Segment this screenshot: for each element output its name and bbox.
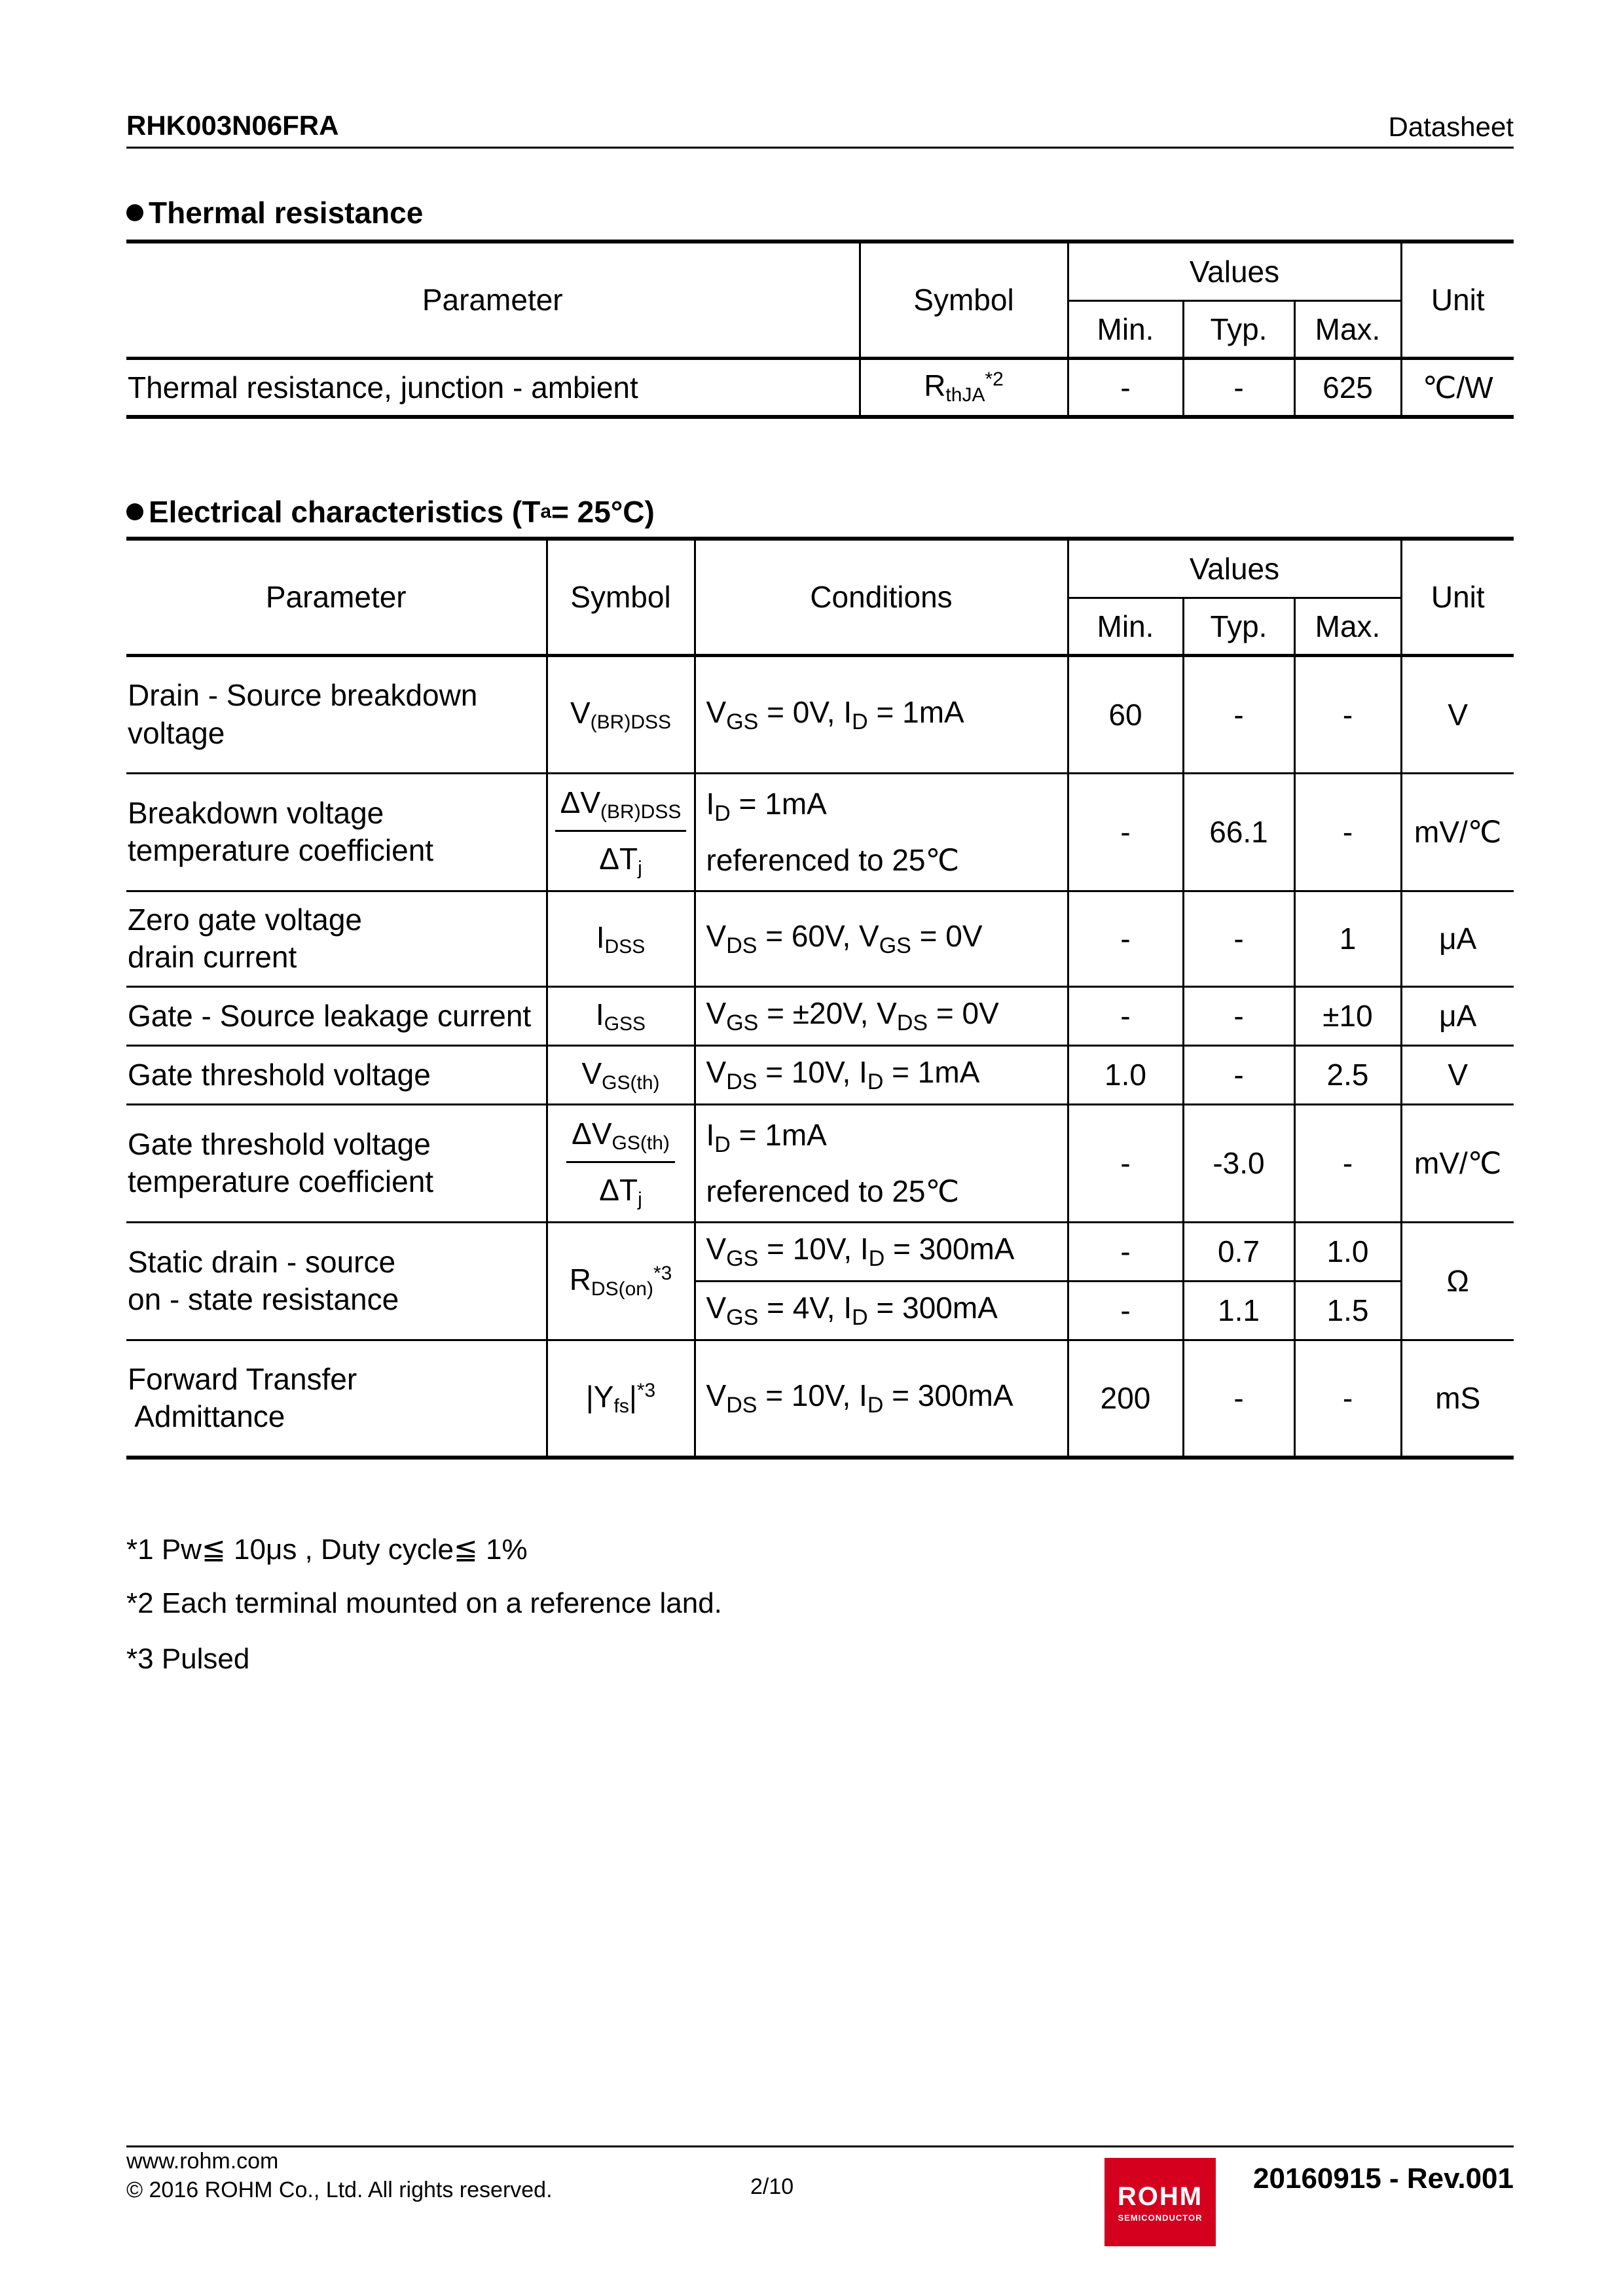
header-symbol: Symbol xyxy=(860,242,1068,358)
typ-cell: 1.1 xyxy=(1183,1281,1294,1340)
thermal-max: 625 xyxy=(1294,358,1401,417)
footnote: *3 Pulsed xyxy=(126,1643,250,1675)
min-cell: - xyxy=(1068,891,1183,986)
document-type: Datasheet xyxy=(1388,111,1514,142)
part-number: RHK003N06FRA xyxy=(126,110,339,141)
conditions-cell: $V_{GS} = 10V$, $I_D = 300mA$ xyxy=(695,1222,1068,1281)
unit-cell: mV/℃ xyxy=(1401,1104,1514,1222)
thermal-symbol: $R_{thJA}^{*2}$ xyxy=(860,358,1068,417)
footer-url[interactable]: www.rohm.com xyxy=(126,2149,279,2174)
electrical-characteristics-table xyxy=(126,537,1514,1460)
revision-label: 20160915 - Rev.001 xyxy=(1253,2162,1514,2195)
conditions-cell: $I_D = 1mA$ referenced to 25℃ xyxy=(695,773,1068,891)
header-unit: Unit xyxy=(1401,242,1514,358)
param-cell: Gate threshold voltage temperature coefficient xyxy=(126,1104,547,1222)
conditions-cell: $I_D = 1mA$ referenced to 25℃ xyxy=(695,1104,1068,1222)
symbol-cell: $I_{DSS}$ xyxy=(547,891,695,986)
header-parameter: Parameter xyxy=(126,539,547,655)
bullet-icon xyxy=(126,204,143,221)
symbol-fraction: $\frac{\Delta V_{GS(th)}}{\Delta T_j}$ xyxy=(566,1116,675,1211)
header-values: Values xyxy=(1068,539,1401,598)
max-cell: 2.5 xyxy=(1294,1045,1401,1104)
unit-cell: μA xyxy=(1401,986,1514,1045)
footnote: *2 Each terminal mounted on a reference land. xyxy=(126,1587,722,1619)
conditions-cell: $V_{GS} = 0V$, $I_D = 1mA$ xyxy=(695,655,1068,773)
header-conditions: Conditions xyxy=(695,539,1068,655)
header-min: Min. xyxy=(1068,598,1183,655)
footer-divider xyxy=(126,2145,1514,2147)
max-cell: - xyxy=(1294,773,1401,891)
symbol-cell: $V_{GS(th)}$ xyxy=(547,1045,695,1104)
electrical-section-title: Electrical characteristics (T a = 25°C) xyxy=(126,494,655,529)
thermal-typ: - xyxy=(1183,358,1294,417)
header-divider xyxy=(126,147,1514,149)
param-cell: Zero gate voltage drain current xyxy=(126,891,547,986)
typ-cell: - xyxy=(1183,986,1294,1045)
table-row xyxy=(126,655,1514,773)
unit-cell: V xyxy=(1401,1045,1514,1104)
header-max: Max. xyxy=(1294,598,1401,655)
min-cell: 1.0 xyxy=(1068,1045,1183,1104)
typ-cell: - xyxy=(1183,655,1294,773)
min-cell: - xyxy=(1068,1222,1183,1281)
header-unit: Unit xyxy=(1401,539,1514,655)
conditions-cell: $V_{GS} = 4V$, $I_D = 300mA$ xyxy=(695,1281,1068,1340)
thermal-unit: ℃/W xyxy=(1401,358,1514,417)
symbol-cell xyxy=(547,773,695,891)
max-cell: 1 xyxy=(1294,891,1401,986)
table-row xyxy=(126,986,1514,1045)
unit-cell: V xyxy=(1401,655,1514,773)
max-cell: - xyxy=(1294,1340,1401,1458)
thermal-title-text: Thermal resistance xyxy=(149,196,424,230)
header-max: Max. xyxy=(1294,300,1401,358)
param-cell: Gate threshold voltage xyxy=(126,1045,547,1104)
typ-cell: - xyxy=(1183,1045,1294,1104)
max-cell: - xyxy=(1294,655,1401,773)
header-symbol: Symbol xyxy=(547,539,695,655)
typ-cell: 0.7 xyxy=(1183,1222,1294,1281)
thermal-parameter: Thermal resistance, junction - ambient xyxy=(126,358,860,417)
symbol-cell: $I_{GSS}$ xyxy=(547,986,695,1045)
min-cell: - xyxy=(1068,1104,1183,1222)
unit-cell: mS xyxy=(1401,1340,1514,1458)
header-parameter: Parameter xyxy=(126,242,860,358)
table-row xyxy=(126,891,1514,986)
min-cell: - xyxy=(1068,773,1183,891)
unit-cell: μA xyxy=(1401,891,1514,986)
table-row xyxy=(126,773,1514,891)
thermal-resistance-table xyxy=(126,240,1514,419)
conditions-cell: $V_{GS} = \pm 20V$, $V_{DS} = 0V$ xyxy=(695,986,1068,1045)
max-cell: ±10 xyxy=(1294,986,1401,1045)
header-typ: Typ. xyxy=(1183,598,1294,655)
param-cell: Gate - Source leakage current xyxy=(126,986,547,1045)
table-row xyxy=(126,1340,1514,1458)
min-cell: 60 xyxy=(1068,655,1183,773)
bullet-icon xyxy=(126,503,143,520)
symbol-cell: $V_{(BR)DSS}$ xyxy=(547,655,695,773)
table-row xyxy=(126,1222,1514,1281)
header-min: Min. xyxy=(1068,300,1183,358)
header-typ: Typ. xyxy=(1183,300,1294,358)
max-cell: 1.0 xyxy=(1294,1222,1401,1281)
max-cell: 1.5 xyxy=(1294,1281,1401,1340)
typ-cell: - xyxy=(1183,1340,1294,1458)
param-cell: Breakdown voltage temperature coefficient xyxy=(126,773,547,891)
footer-copyright: © 2016 ROHM Co., Ltd. All rights reserved. xyxy=(126,2178,553,2202)
table-row xyxy=(126,1045,1514,1104)
unit-cell: mV/℃ xyxy=(1401,773,1514,891)
thermal-min: - xyxy=(1068,358,1183,417)
page-number: 2/10 xyxy=(750,2174,794,2199)
symbol-cell: $|Y_{fs}|^{*3}$ xyxy=(547,1340,695,1458)
min-cell: - xyxy=(1068,986,1183,1045)
rohm-logo: ROHM SEMICONDUCTOR xyxy=(1104,2158,1216,2246)
max-cell: - xyxy=(1294,1104,1401,1222)
footnote: *1 Pw≦ 10μs , Duty cycle≦ 1% xyxy=(126,1534,528,1566)
typ-cell: 66.1 xyxy=(1183,773,1294,891)
table-row xyxy=(126,1104,1514,1222)
param-cell: Drain - Source breakdown voltage xyxy=(126,655,547,773)
min-cell: 200 xyxy=(1068,1340,1183,1458)
min-cell: - xyxy=(1068,1281,1183,1340)
symbol-cell xyxy=(547,1104,695,1222)
symbol-cell: $R_{DS(on)}^{*3}$ xyxy=(547,1222,695,1340)
param-cell: Static drain - source on - state resistance xyxy=(126,1222,547,1340)
symbol-fraction: $\frac{\Delta V_{(BR)DSS}}{\Delta T_j}$ xyxy=(555,785,687,880)
param-cell: Forward Transfer Admittance xyxy=(126,1340,547,1458)
typ-cell: - xyxy=(1183,891,1294,986)
unit-cell: Ω xyxy=(1401,1222,1514,1340)
table-row xyxy=(126,358,1514,417)
thermal-section-title xyxy=(126,195,423,230)
header-values: Values xyxy=(1068,242,1401,300)
typ-cell: -3.0 xyxy=(1183,1104,1294,1222)
conditions-cell: $V_{DS} = 10V$, $I_D = 300mA$ xyxy=(695,1340,1068,1458)
conditions-cell: $V_{DS} = 10V$, $I_D = 1mA$ xyxy=(695,1045,1068,1104)
conditions-cell: $V_{DS} = 60V$, $V_{GS} = 0V$ xyxy=(695,891,1068,986)
